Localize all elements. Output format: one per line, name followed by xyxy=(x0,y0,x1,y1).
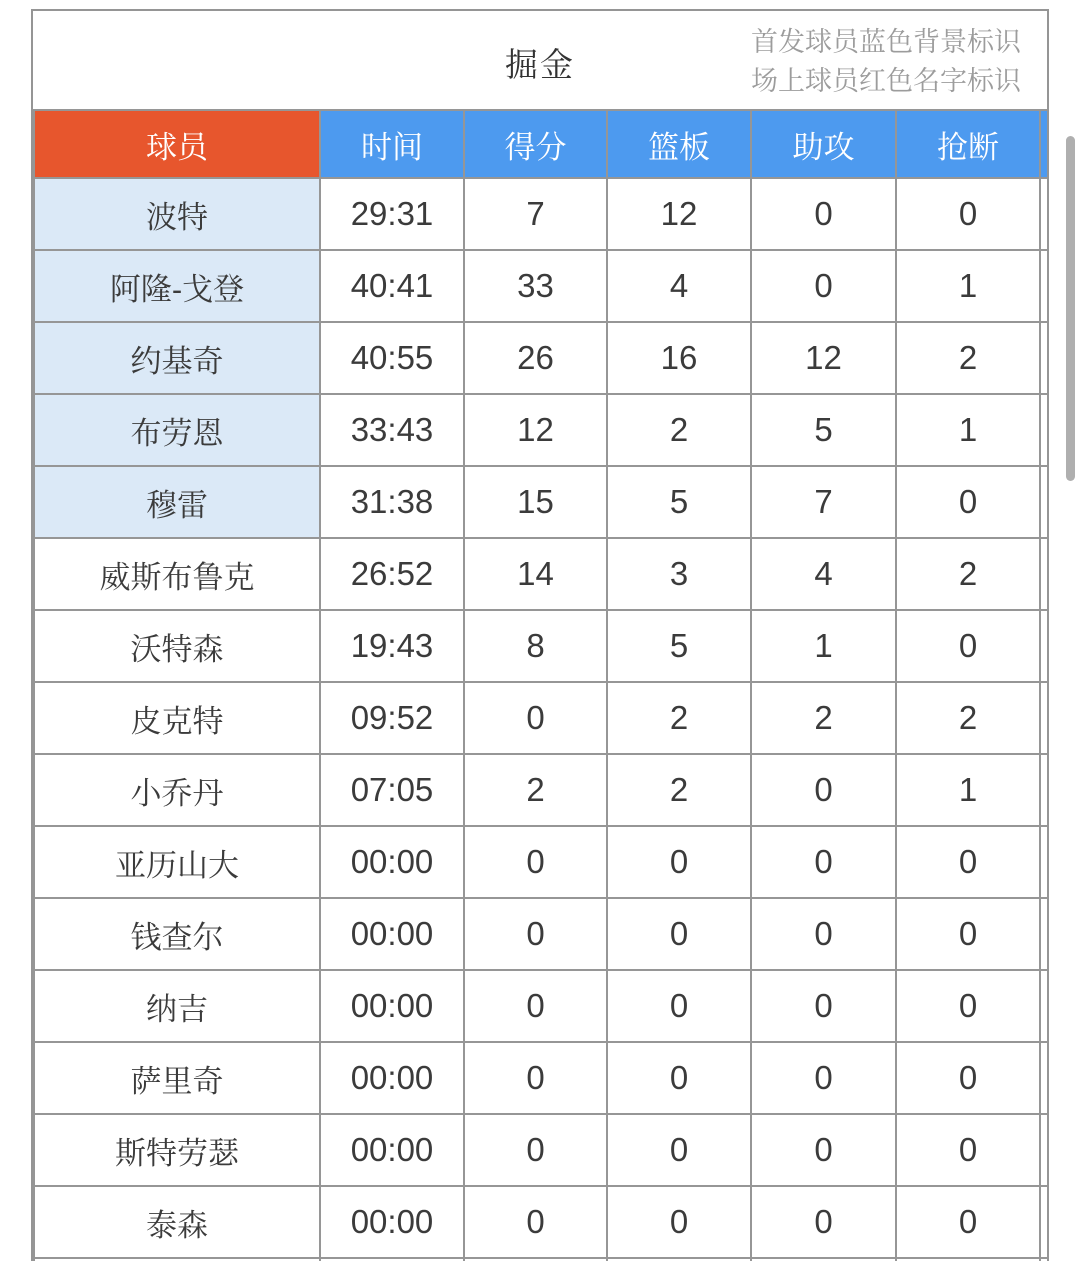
player-row xyxy=(34,970,1049,1042)
steals-cell: 0 xyxy=(896,898,1040,970)
time-cell: 26:52 xyxy=(320,538,464,610)
clipped-cell xyxy=(1040,898,1049,970)
clipped-cell xyxy=(1040,466,1049,538)
assists-cell: 0 xyxy=(751,250,896,322)
assists-cell: 0 xyxy=(751,1114,896,1186)
clipped-cell xyxy=(1040,826,1049,898)
assists-cell: 0 xyxy=(751,1186,896,1258)
legend xyxy=(751,23,1021,101)
points-cell: 33 xyxy=(464,250,607,322)
time-cell: 00:00 xyxy=(320,1042,464,1114)
clipped-cell xyxy=(1040,1186,1049,1258)
column-header-assists: 助攻 xyxy=(751,110,896,178)
player-row xyxy=(34,178,1049,250)
points-cell: 0 xyxy=(464,1114,607,1186)
assists-cell: 0 xyxy=(751,178,896,250)
name-cell player-name-cell: 波特 xyxy=(34,178,320,250)
player-row xyxy=(34,754,1049,826)
assists-cell: 0 xyxy=(751,970,896,1042)
points-cell: 0 xyxy=(464,682,607,754)
panel-header xyxy=(33,11,1047,109)
steals-cell: 0 xyxy=(896,826,1040,898)
steals-cell: 1 xyxy=(896,754,1040,826)
clipped-cell xyxy=(1040,1042,1049,1114)
steals-cell: 2 xyxy=(896,538,1040,610)
clipped-cell xyxy=(1040,322,1049,394)
time-cell: 07:05 xyxy=(320,754,464,826)
scrollbar-thumb[interactable] xyxy=(1066,136,1075,481)
time-cell: 33:43 xyxy=(320,394,464,466)
name-cell player-name-cell: 斯特劳瑟 xyxy=(34,1114,320,1186)
points-cell: 2 xyxy=(464,754,607,826)
column-header-clipped xyxy=(1040,110,1049,178)
points-cell: 12 xyxy=(464,394,607,466)
steals-cell: 0 xyxy=(896,178,1040,250)
assists-cell: 12 xyxy=(751,322,896,394)
name-cell player-name-cell: 萨里奇 xyxy=(34,1042,320,1114)
name-cell player-name-cell: 威斯布鲁克 xyxy=(34,538,320,610)
steals-cell: 0 xyxy=(896,970,1040,1042)
name-cell player-name-cell: 布劳恩 xyxy=(34,394,320,466)
name-cell player-name-cell: 泰森 xyxy=(34,1186,320,1258)
steals-cell: 0 xyxy=(896,610,1040,682)
name-cell player-name-cell: 皮克特 xyxy=(34,682,320,754)
steals-cell: 1 xyxy=(896,394,1040,466)
steals-cell: 0 xyxy=(896,1042,1040,1114)
assists-cell: 4 xyxy=(751,538,896,610)
clipped-cell xyxy=(1040,754,1049,826)
points-cell: 0 xyxy=(464,1042,607,1114)
name-cell player-name-cell: 沃特森 xyxy=(34,610,320,682)
rebounds-cell: 12 xyxy=(607,178,751,250)
rebounds-cell: 5 xyxy=(607,466,751,538)
legend-line-oncourt: 场上球员红色名字标识 xyxy=(751,66,1021,96)
clipped-cell xyxy=(1040,1114,1049,1186)
player-row xyxy=(34,466,1049,538)
time-cell: 00:00 xyxy=(320,898,464,970)
steals-cell: 0 xyxy=(896,466,1040,538)
player-row xyxy=(34,898,1049,970)
player-row xyxy=(34,322,1049,394)
assists-cell: 0 xyxy=(751,754,896,826)
clipped-cell xyxy=(1040,610,1049,682)
assists-cell: 5 xyxy=(751,394,896,466)
assists-cell: 0 xyxy=(751,1042,896,1114)
rebounds-cell: 5 xyxy=(607,610,751,682)
steals-cell: 2 xyxy=(896,682,1040,754)
points-cell: 0 xyxy=(464,898,607,970)
player-row xyxy=(34,250,1049,322)
column-header-player: 球员 xyxy=(34,110,320,178)
rebounds-cell: 0 xyxy=(607,1114,751,1186)
name-cell player-name-cell: 穆雷 xyxy=(34,466,320,538)
assists-cell: 2 xyxy=(751,682,896,754)
time-cell: 00:00 xyxy=(320,970,464,1042)
time-cell: 09:52 xyxy=(320,682,464,754)
player-row xyxy=(34,1114,1049,1186)
time-cell: 31:38 xyxy=(320,466,464,538)
player-row xyxy=(34,1186,1049,1258)
points-cell: 7 xyxy=(464,178,607,250)
clipped-cell xyxy=(1040,394,1049,466)
time-cell: 29:31 xyxy=(320,178,464,250)
points-cell: 0 xyxy=(464,1186,607,1258)
time-cell: 00:00 xyxy=(320,1114,464,1186)
rebounds-cell: 0 xyxy=(607,1042,751,1114)
clipped-cell xyxy=(1040,970,1049,1042)
rebounds-cell: 0 xyxy=(607,1186,751,1258)
rebounds-cell: 0 xyxy=(607,826,751,898)
rebounds-cell: 4 xyxy=(607,250,751,322)
assists-cell: 0 xyxy=(751,826,896,898)
name-cell player-name-cell: 钱查尔 xyxy=(34,898,320,970)
player-row xyxy=(34,1042,1049,1114)
steals-cell: 1 xyxy=(896,250,1040,322)
time-cell: 00:00 xyxy=(320,1186,464,1258)
header-row xyxy=(34,110,1049,178)
column-header-time: 时间 xyxy=(320,110,464,178)
player-row xyxy=(34,826,1049,898)
team-title: 掘金 xyxy=(505,46,575,83)
time-cell: 40:41 xyxy=(320,250,464,322)
name-cell player-name-cell: 小乔丹 xyxy=(34,754,320,826)
column-header-rebounds: 篮板 xyxy=(607,110,751,178)
player-row xyxy=(34,394,1049,466)
player-row xyxy=(34,610,1049,682)
player-row xyxy=(34,538,1049,610)
stats-panel xyxy=(31,9,1049,1261)
points-cell: 26 xyxy=(464,322,607,394)
time-cell: 19:43 xyxy=(320,610,464,682)
clipped-cell xyxy=(1040,538,1049,610)
steals-cell: 0 xyxy=(896,1114,1040,1186)
rebounds-cell: 2 xyxy=(607,682,751,754)
time-cell: 40:55 xyxy=(320,322,464,394)
stats-table xyxy=(33,109,1049,1261)
clipped-cell xyxy=(1040,682,1049,754)
rebounds-cell: 0 xyxy=(607,970,751,1042)
player-row xyxy=(34,682,1049,754)
name-cell player-name-cell: 约基奇 xyxy=(34,322,320,394)
name-cell player-name-cell: 纳吉 xyxy=(34,970,320,1042)
points-cell: 14 xyxy=(464,538,607,610)
assists-cell: 1 xyxy=(751,610,896,682)
legend-line-starters: 首发球员蓝色背景标识 xyxy=(751,27,1021,57)
steals-cell: 2 xyxy=(896,322,1040,394)
assists-cell: 7 xyxy=(751,466,896,538)
name-cell player-name-cell: 阿隆-戈登 xyxy=(34,250,320,322)
clipped-cell xyxy=(1040,250,1049,322)
name-cell player-name-cell: 亚历山大 xyxy=(34,826,320,898)
column-header-steals: 抢断 xyxy=(896,110,1040,178)
steals-cell: 0 xyxy=(896,1186,1040,1258)
rebounds-cell: 3 xyxy=(607,538,751,610)
points-cell: 0 xyxy=(464,826,607,898)
points-cell: 15 xyxy=(464,466,607,538)
points-cell: 8 xyxy=(464,610,607,682)
column-header-points: 得分 xyxy=(464,110,607,178)
rebounds-cell: 2 xyxy=(607,394,751,466)
rebounds-cell: 0 xyxy=(607,898,751,970)
assists-cell: 0 xyxy=(751,898,896,970)
rebounds-cell: 2 xyxy=(607,754,751,826)
points-cell: 0 xyxy=(464,970,607,1042)
time-cell: 00:00 xyxy=(320,826,464,898)
clipped-cell xyxy=(1040,178,1049,250)
rebounds-cell: 16 xyxy=(607,322,751,394)
